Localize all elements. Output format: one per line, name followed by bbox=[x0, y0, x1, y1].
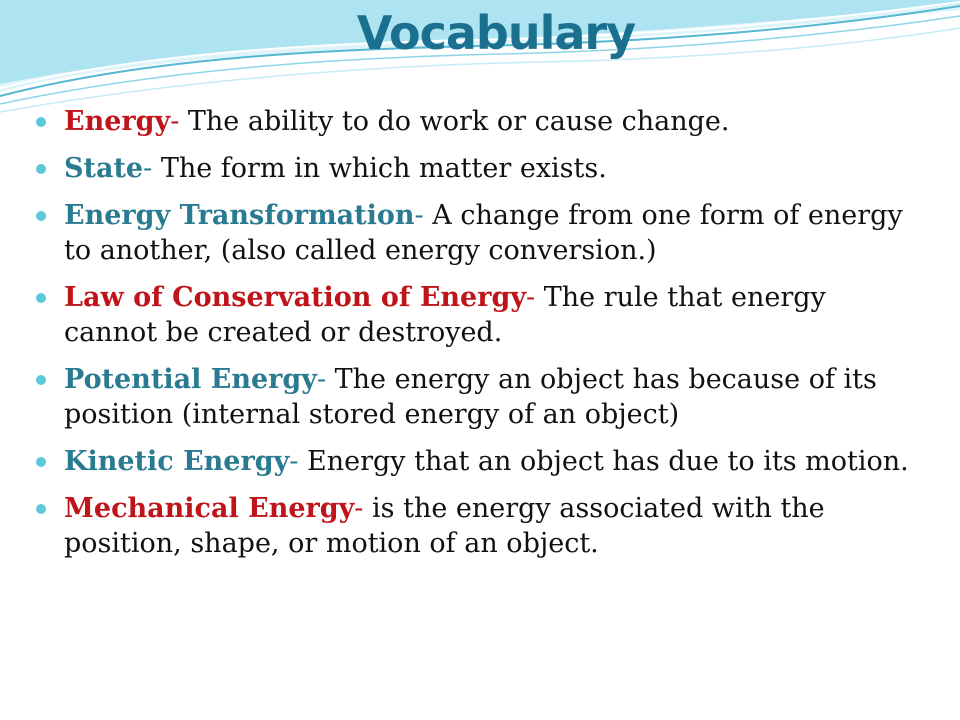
term-definition: The rule that energy cannot be created or destroyed. bbox=[64, 282, 826, 348]
slide-title: Vocabulary bbox=[356, 6, 636, 60]
term-definition: The ability to do work or cause change. bbox=[187, 106, 730, 137]
term-name: Kinetic Energy bbox=[64, 446, 290, 477]
list-item bbox=[34, 444, 914, 479]
term-separator: - bbox=[316, 364, 335, 395]
term-definition: is the energy associated with the position, shape, or motion of an object. bbox=[64, 493, 825, 559]
bullet-icon bbox=[36, 375, 46, 385]
term-definition: The form in which matter exists. bbox=[160, 153, 607, 184]
list-item bbox=[34, 104, 914, 139]
term-separator: - bbox=[354, 493, 373, 524]
bullet-icon bbox=[36, 164, 46, 174]
term-name: Law of Conservation of Energy bbox=[64, 282, 527, 313]
bullet-icon bbox=[36, 504, 46, 514]
bullet-icon bbox=[36, 457, 46, 467]
term-definition: Energy that an object has due to its motion. bbox=[307, 446, 909, 477]
term-name: Mechanical Energy bbox=[64, 493, 355, 524]
term-name: Energy Transformation bbox=[64, 200, 415, 231]
bullet-icon bbox=[36, 211, 46, 221]
term-separator: - bbox=[414, 200, 433, 231]
term-definition: A change from one form of energy to another, (also called energy conversion.) bbox=[64, 200, 903, 266]
list-item bbox=[34, 491, 914, 561]
vocabulary-list bbox=[34, 104, 914, 573]
term-name: Energy bbox=[64, 106, 171, 137]
term-separator: - bbox=[526, 282, 544, 313]
bullet-icon bbox=[36, 293, 46, 303]
term-name: Potential Energy bbox=[64, 364, 317, 395]
bullet-icon bbox=[36, 117, 46, 127]
term-name: State bbox=[64, 153, 144, 184]
list-item bbox=[34, 151, 914, 186]
term-separator: - bbox=[289, 446, 307, 477]
list-item bbox=[34, 198, 914, 268]
term-definition: The energy an object has because of its position (internal stored energy of an object) bbox=[64, 364, 877, 430]
term-separator: - bbox=[143, 153, 161, 184]
list-item bbox=[34, 362, 914, 432]
list-item bbox=[34, 280, 914, 350]
term-separator: - bbox=[170, 106, 188, 137]
